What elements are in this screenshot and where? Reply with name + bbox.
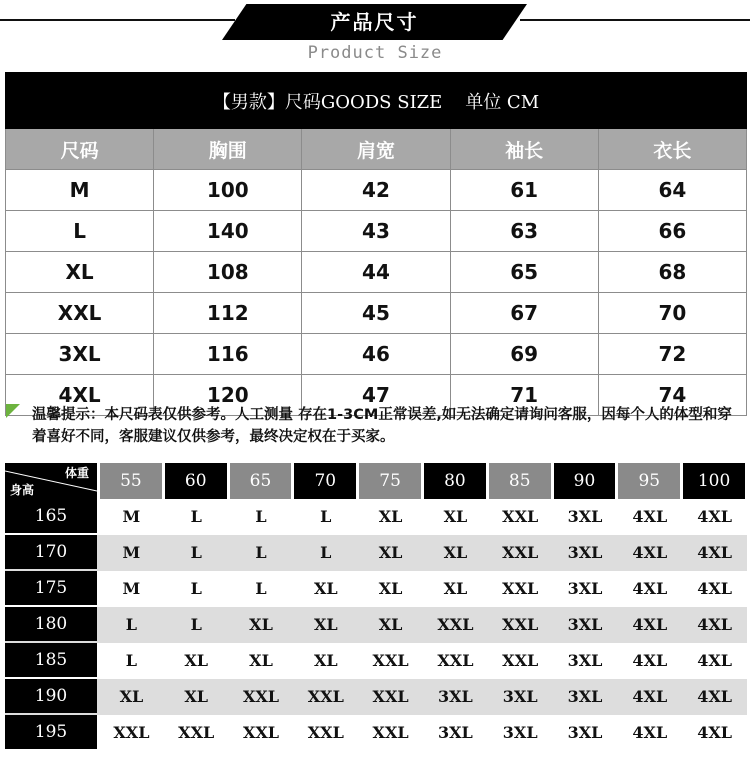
table-row: [6, 334, 747, 375]
size-recommendation-cell: XL: [249, 651, 273, 670]
measurement-cell: 47: [302, 375, 450, 416]
size-recommendation-cell: 4XL: [697, 579, 732, 598]
size-recommendation-cell: XL: [313, 579, 338, 598]
weight-header-cell: 85: [489, 463, 551, 499]
size-recommendation-cell: M: [122, 543, 141, 562]
size-recommendation-cell: L: [190, 543, 202, 562]
size-recommendation-cell: XL: [119, 687, 144, 706]
size-recommendation-cell: XL: [443, 507, 468, 526]
height-header-cell: 180: [5, 607, 97, 641]
size-recommendation-cell: 4XL: [697, 543, 732, 562]
size-recommendation-cell: L: [125, 615, 138, 634]
weight-header-cell: 60: [165, 463, 227, 499]
measurement-cell: 69: [450, 334, 598, 375]
table-row: [6, 211, 747, 252]
weight-header-cell: 55: [100, 463, 162, 499]
size-recommendation-cell: XXL: [178, 723, 215, 742]
size-recommendation-cell: XL: [249, 615, 273, 634]
measurement-cell: 63: [450, 211, 598, 252]
size-recommendation-cell: XL: [378, 615, 403, 634]
size-recommendation-cell: 3XL: [567, 579, 603, 598]
size-table: [5, 72, 747, 416]
size-recommendation-cell: XXL: [502, 651, 539, 670]
corner-cell: [5, 463, 97, 499]
size-recommendation-cell: L: [190, 507, 202, 526]
header-rule-right: [520, 19, 750, 21]
weight-header-row: [5, 463, 747, 499]
measurement-cell: 74: [598, 375, 746, 416]
measurement-cell: 64: [598, 170, 746, 211]
table-row: [5, 715, 747, 751]
table-row: [5, 535, 747, 571]
size-recommendation-cell: XXL: [437, 615, 474, 634]
size-recommendation-cell: 3XL: [567, 615, 603, 634]
measurement-cell: 100: [154, 170, 302, 211]
size-recommendation-cell: L: [190, 579, 202, 598]
size-recommendation-cell: 3XL: [567, 687, 603, 706]
height-header-cell: 175: [5, 571, 97, 605]
weight-header-cell: 70: [294, 463, 356, 499]
size-recommendation-cell: XXL: [372, 723, 409, 742]
measurement-cell: 140: [154, 211, 302, 252]
table-row: [6, 252, 747, 293]
size-recommendation-cell: L: [320, 507, 332, 526]
table-row: [5, 643, 747, 679]
measurement-cell: 42: [302, 170, 450, 211]
weight-axis-label: 体重: [64, 466, 89, 480]
measurement-cell: 45: [302, 293, 450, 334]
table-row: [6, 170, 747, 211]
size-recommendation-cell: 4XL: [632, 507, 668, 526]
size-recommendation-cell: 3XL: [567, 543, 603, 562]
size-recommendation-cell: 4XL: [632, 543, 668, 562]
table-row: [5, 679, 747, 715]
size-recommendation-cell: M: [122, 507, 141, 526]
size-recommendation-cell: 4XL: [697, 615, 732, 634]
size-recommendation-cell: 3XL: [502, 723, 538, 742]
measurement-cell: 71: [450, 375, 598, 416]
measurement-cell: 68: [598, 252, 746, 293]
measurement-cell: 112: [154, 293, 302, 334]
size-notice: [6, 404, 746, 448]
size-recommendation-cell: 3XL: [502, 687, 538, 706]
header-rule-left: [0, 19, 235, 21]
size-recommendation-cell: XXL: [307, 687, 344, 706]
size-recommendation-cell: L: [255, 543, 267, 562]
size-recommendation-cell: XL: [378, 579, 403, 598]
height-header-cell: 170: [5, 535, 97, 569]
table-row: [5, 607, 747, 643]
height-header-cell: 190: [5, 679, 97, 713]
height-header-cell: 185: [5, 643, 97, 677]
size-table-header-row: [6, 129, 747, 170]
size-recommendation-cell: XXL: [502, 507, 539, 526]
size-recommendation-cell: XXL: [242, 687, 280, 706]
weight-header-cell: 95: [618, 463, 680, 499]
table-row: [6, 293, 747, 334]
size-label-cell: M: [6, 170, 154, 211]
size-recommendation-cell: XXL: [502, 543, 539, 562]
size-recommendation-cell: XL: [313, 615, 338, 634]
measurement-cell: 67: [450, 293, 598, 334]
measurement-cell: 65: [450, 252, 598, 293]
size-recommendation-cell: 4XL: [697, 723, 732, 742]
measurement-cell: 70: [598, 293, 746, 334]
page-title: 产品尺寸: [330, 10, 419, 34]
size-recommendation-cell: M: [122, 579, 141, 598]
size-recommendation-cell: 4XL: [632, 687, 668, 706]
size-recommendation-cell: XL: [443, 543, 468, 562]
notice-text: 温馨提示：本尺码表仅供参考。人工测量 存在1-3CM正常误差,如无法确定请询问客服，因每个人的体型和穿着喜好不同，客服建议仅供参考，最终决定权在于买家。: [32, 407, 732, 445]
size-recommendation-cell: XL: [443, 579, 468, 598]
size-recommendation-cell: L: [255, 507, 267, 526]
size-label-cell: XL: [6, 252, 154, 293]
size-recommendation-cell: 4XL: [632, 723, 668, 742]
size-recommendation-cell: XXL: [307, 723, 344, 742]
size-recommendation-cell: XXL: [502, 615, 539, 634]
height-axis-label: 身高: [10, 483, 35, 497]
size-recommendation-cell: XL: [378, 507, 403, 526]
size-recommendation-cell: XXL: [502, 579, 539, 598]
size-recommendation-cell: XXL: [372, 651, 409, 670]
size-recommendation-cell: 4XL: [697, 507, 732, 526]
size-recommendation-cell: 3XL: [567, 507, 603, 526]
measurement-cell: 44: [302, 252, 450, 293]
size-recommendation-cell: XL: [184, 651, 209, 670]
measurement-cell: 72: [598, 334, 746, 375]
height-weight-grid: [5, 463, 747, 751]
measurement-cell: 116: [154, 334, 302, 375]
column-header: 胸围: [154, 129, 302, 170]
column-header: 衣长: [598, 129, 746, 170]
size-recommendation-cell: L: [190, 615, 202, 634]
size-recommendation-cell: 4XL: [632, 615, 668, 634]
weight-header-cell: 100: [683, 463, 745, 499]
size-label-cell: L: [6, 211, 154, 252]
size-recommendation-cell: 4XL: [697, 687, 732, 706]
size-label-cell: XXL: [6, 293, 154, 334]
column-header: 肩宽: [302, 129, 450, 170]
page-subtitle: Product Size: [307, 43, 443, 63]
weight-header-cell: 90: [554, 463, 616, 499]
column-header: 袖长: [450, 129, 598, 170]
size-recommendation-cell: XXL: [437, 651, 474, 670]
size-table-title: 【男款】尺码GOODS SIZE 单位 CM: [6, 73, 747, 129]
table-row: [5, 571, 747, 607]
measurement-cell: 46: [302, 334, 450, 375]
measurement-cell: 66: [598, 211, 746, 252]
column-header: 尺码: [6, 129, 154, 170]
measurement-cell: 43: [302, 211, 450, 252]
size-recommendation-cell: L: [125, 651, 138, 670]
table-row: [5, 499, 747, 535]
size-recommendation-cell: 4XL: [632, 579, 668, 598]
size-recommendation-cell: XXL: [113, 723, 150, 742]
size-recommendation-cell: XXL: [242, 723, 280, 742]
size-label-cell: 4XL: [6, 375, 154, 416]
weight-header-cell: 65: [230, 463, 292, 499]
size-recommendation-cell: XL: [378, 543, 403, 562]
weight-header-cell: 80: [424, 463, 486, 499]
measurement-cell: 61: [450, 170, 598, 211]
size-recommendation-cell: 4XL: [697, 651, 732, 670]
measurement-cell: 120: [154, 375, 302, 416]
size-recommendation-cell: XXL: [372, 687, 409, 706]
height-header-cell: 195: [5, 715, 97, 749]
height-header-cell: 165: [5, 499, 97, 533]
measurement-cell: 108: [154, 252, 302, 293]
size-recommendation-cell: 4XL: [632, 651, 668, 670]
size-recommendation-cell: 3XL: [567, 651, 603, 670]
size-recommendation-cell: 3XL: [438, 723, 473, 742]
size-recommendation-cell: 3XL: [438, 687, 473, 706]
size-label-cell: 3XL: [6, 334, 154, 375]
size-recommendation-cell: XL: [313, 651, 338, 670]
size-recommendation-cell: L: [320, 543, 332, 562]
size-recommendation-cell: 3XL: [567, 723, 603, 742]
size-recommendation-cell: XL: [184, 687, 209, 706]
size-recommendation-cell: L: [255, 579, 267, 598]
weight-header-cell: 75: [359, 463, 421, 499]
